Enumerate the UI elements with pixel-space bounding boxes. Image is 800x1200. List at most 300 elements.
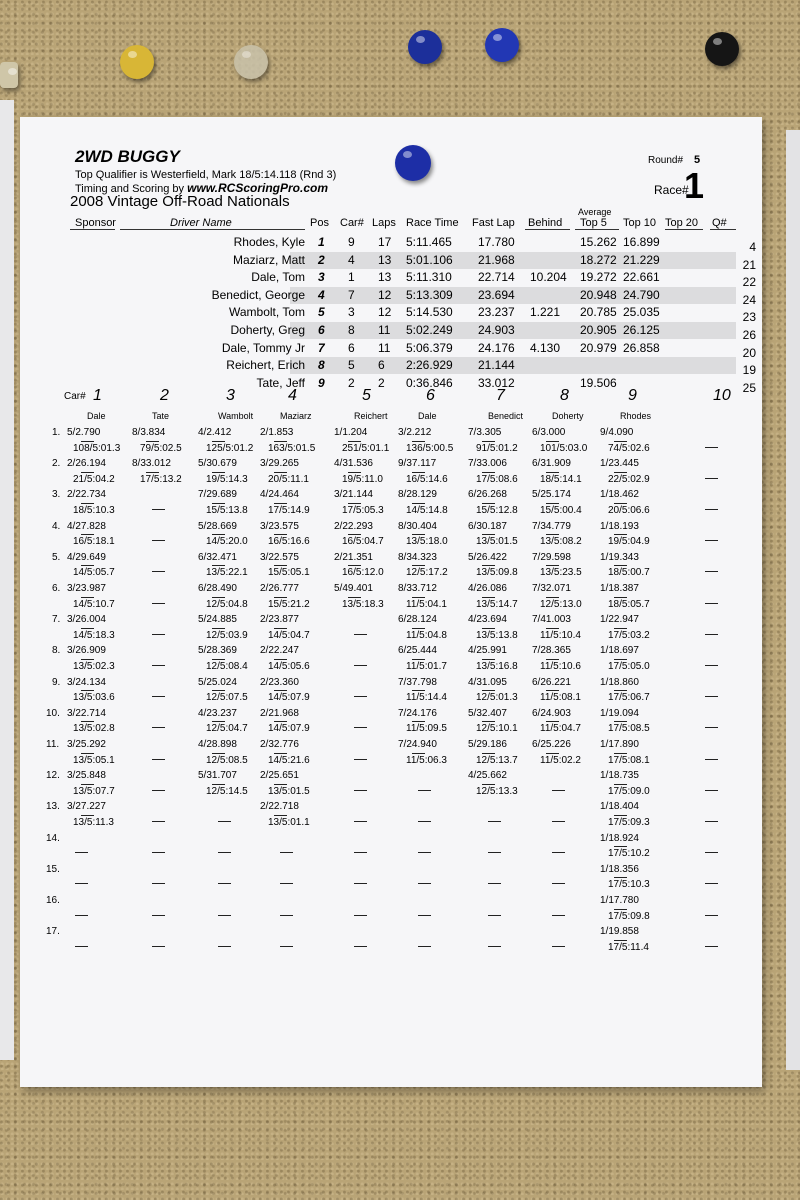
lap-underline: [482, 441, 495, 442]
lap-entry: 11/5:04.8: [406, 629, 447, 641]
lap-entry: 16/5:04.7: [342, 536, 384, 548]
lap-entry: 6/3.000: [532, 427, 566, 438]
lap-underline: [274, 784, 287, 785]
car-cell: 8: [348, 323, 355, 337]
lap-underline: [546, 659, 559, 660]
lap-underline: [412, 534, 425, 535]
lap-empty-dash: [418, 883, 431, 884]
race-time-cell: 0:36.846: [406, 375, 453, 390]
lap-empty-dash: [705, 727, 718, 728]
lap-entry: 18/5:14.1: [540, 473, 582, 485]
lap-entry: 4/29.649: [67, 551, 106, 563]
top10-cell: 24.790: [623, 287, 660, 302]
race-time-cell: 2:26.929: [406, 358, 453, 373]
header-rule: [70, 229, 115, 230]
q-cell: 22: [742, 275, 756, 290]
lap-number: 10.: [46, 707, 60, 719]
lap-entry: 16/5:18.1: [73, 536, 115, 548]
lap-chart-driver: Benedict: [488, 411, 524, 421]
lap-entry: 15/5:00.4: [540, 505, 582, 516]
lap-entry: 19/5:11.0: [342, 473, 383, 485]
lap-underline: [274, 690, 287, 691]
lap-empty-dash: [354, 696, 367, 697]
lap-entry: 20/5:06.6: [608, 505, 650, 516]
laps-cell: 11: [378, 323, 391, 337]
lap-empty-dash: [152, 571, 165, 572]
lap-entry: 13/5:14.7: [476, 598, 518, 610]
black-pushpin-icon: [705, 32, 739, 66]
lap-entry: 13/5:18.3: [342, 598, 384, 610]
lap-underline: [614, 472, 627, 473]
lap-number: 17.: [46, 926, 60, 938]
lap-entry: 12/5:13.3: [476, 785, 518, 797]
lap-underline: [482, 753, 495, 754]
lap-number: 6.: [52, 583, 61, 594]
lap-entry: 1/18.404: [600, 801, 639, 813]
lap-entry: 12/5:10.1: [476, 723, 518, 735]
race-time-header: Race Time: [406, 217, 459, 229]
pos-cell: 6: [318, 323, 325, 337]
lap-underline: [546, 597, 559, 598]
lap-entry: 11/5:06.3: [406, 754, 447, 766]
lap-empty-dash: [705, 852, 718, 853]
top5-cell: 20.905: [580, 323, 617, 337]
pos-cell: 2: [318, 252, 325, 267]
lap-entry: 91/5:01.2: [476, 442, 518, 454]
lap-entry: 7/41.003: [532, 614, 571, 626]
lap-entry: 5/25.024: [198, 676, 237, 688]
lap-entry: 7/34.779: [532, 520, 571, 532]
lap-entry: 14/5:04.7: [268, 629, 310, 641]
lap-entry: 2/23.360: [260, 676, 299, 688]
lap-underline: [546, 753, 559, 754]
class-title: 2WD BUGGY: [75, 147, 180, 166]
lap-entry: 5/49.401: [334, 583, 373, 594]
lap-empty-dash: [354, 790, 367, 791]
top10-cell: 26.125: [623, 323, 660, 337]
lap-entry: 16/5:14.6: [406, 473, 448, 485]
lap-entry: 5/28.369: [198, 645, 237, 657]
lap-entry: 6/26.268: [468, 489, 507, 501]
lap-entry: 16/5:16.6: [268, 536, 310, 548]
race-time-cell: 5:06.379: [406, 340, 453, 355]
lap-empty-dash: [152, 509, 165, 510]
lap-entry: 20/5:11.1: [268, 473, 309, 485]
fast-lap-cell: 24.176: [478, 340, 515, 355]
behind-header: Behind: [528, 217, 563, 229]
lap-chart-driver: Maziarz: [280, 411, 312, 421]
lap-entry: 11/5:10.4: [540, 629, 581, 641]
sponsor-header: Sponsor: [75, 217, 116, 229]
lap-underline: [614, 721, 627, 722]
lap-underline: [348, 565, 361, 566]
lap-empty-dash: [152, 759, 165, 760]
lap-underline: [81, 690, 94, 691]
race-time-cell: 5:14.530: [406, 305, 453, 320]
lap-entry: 1/18.860: [600, 676, 639, 688]
lap-entry: 7/37.798: [398, 676, 437, 688]
lap-entry: 7/24.176: [398, 707, 437, 719]
lap-empty-dash: [280, 946, 293, 947]
lap-underline: [546, 690, 559, 691]
lap-empty-dash: [75, 946, 88, 947]
lap-entry: 2/26.194: [67, 458, 106, 470]
lap-entry: 4/2.412: [198, 427, 232, 438]
lap-entry: 11/5:04.7: [540, 723, 581, 735]
top10-cell: 21.229: [623, 252, 660, 267]
lap-entry: 13/5:01.5: [476, 536, 518, 548]
car-cell: 4: [348, 252, 355, 267]
lap-entry: 12/5:13.0: [540, 598, 582, 610]
lap-entry: 16/5:12.0: [342, 567, 384, 579]
lap-empty-dash: [354, 852, 367, 853]
race-time-cell: 5:02.249: [406, 323, 453, 337]
lap-empty-dash: [552, 790, 565, 791]
lap-entry: 17/5:06.7: [608, 692, 650, 704]
lap-underline: [546, 503, 559, 504]
top5-cell: 18.272: [580, 252, 617, 267]
lap-underline: [614, 940, 627, 941]
lap-entry: 3/23.987: [67, 583, 106, 594]
lap-underline: [81, 441, 94, 442]
lap-entry: 4/27.828: [67, 520, 106, 532]
lap-entry: 7/3.305: [468, 427, 502, 438]
driver-name-cell: Tate, Jeff: [256, 375, 305, 390]
lap-empty-dash: [354, 727, 367, 728]
header-rule: [665, 229, 703, 230]
lap-entry: 11/5:04.1: [406, 598, 447, 610]
lap-entry: 13/5:01.5: [268, 785, 310, 797]
lap-entry: 17/5:09.8: [608, 910, 650, 922]
lap-entry: 13/5:03.6: [73, 692, 115, 704]
lap-underline: [412, 628, 425, 629]
lap-entry: 3/21.144: [334, 489, 373, 501]
lap-entry: 14/5:07.9: [268, 723, 310, 735]
lap-entry: 17/5:10.2: [608, 848, 650, 860]
driver-name-cell: Doherty, Greg: [230, 323, 305, 337]
lap-entry: 6/25.444: [398, 645, 437, 657]
lap-chart-driver: Rhodes: [620, 411, 652, 421]
lap-entry: 7/28.365: [532, 645, 571, 657]
adjacent-paper-right: [786, 130, 800, 1070]
lap-entry: 1/18.356: [600, 863, 639, 875]
top10-cell: 16.899: [623, 235, 660, 249]
q-header: Q#: [712, 217, 727, 229]
lap-entry: 17/5:11.4: [608, 941, 649, 953]
lap-entry: 8/34.323: [398, 551, 437, 563]
lap-entry: 5/31.707: [198, 770, 237, 782]
lap-entry: 13/5:05.1: [73, 754, 115, 766]
lap-entry: 74/5:02.6: [608, 442, 650, 454]
lap-entry: 12/5:13.7: [476, 754, 518, 766]
lap-entry: 8/28.129: [398, 489, 437, 501]
lap-empty-dash: [280, 852, 293, 853]
lap-entry: 17/5:09.3: [608, 817, 650, 828]
fast-lap-cell: 17.780: [478, 235, 515, 249]
lap-number: 7.: [52, 614, 61, 626]
lap-empty-dash: [152, 915, 165, 916]
lap-entry: 1/18.924: [600, 832, 639, 844]
lap-entry: 1/23.445: [600, 458, 639, 470]
lap-chart-driver: Wambolt: [218, 411, 254, 421]
lap-entry: 17/5:08.1: [608, 754, 650, 766]
laps-cell: 12: [378, 287, 392, 302]
lap-empty-dash: [705, 665, 718, 666]
lap-entry: 3/22.714: [67, 707, 106, 719]
car-cell: 1: [348, 270, 355, 285]
lap-entry: 4/26.086: [468, 583, 507, 594]
lap-empty-dash: [705, 540, 718, 541]
lap-underline: [81, 659, 94, 660]
lap-underline: [274, 628, 287, 629]
lap-chart-driver: Dale: [87, 411, 106, 421]
lap-empty-dash: [152, 603, 165, 604]
lap-entry: 3/2.212: [398, 427, 432, 438]
lap-empty-dash: [218, 883, 231, 884]
lap-entry: 13/5:07.7: [73, 785, 115, 797]
lap-underline: [412, 753, 425, 754]
lap-empty-dash: [354, 759, 367, 760]
lap-entry: 17/5:13.2: [140, 473, 182, 485]
lap-empty-dash: [152, 540, 165, 541]
laps-header: Laps: [372, 217, 396, 229]
lap-entry: 2/23.877: [260, 614, 299, 626]
fast-lap-cell: 23.237: [478, 305, 515, 320]
car-cell: 9: [348, 235, 355, 249]
lap-underline: [348, 597, 361, 598]
lap-underline: [412, 721, 425, 722]
lap-entry: 17/5:05.3: [342, 505, 384, 516]
lap-empty-dash: [354, 665, 367, 666]
driver-name-cell: Rhodes, Kyle: [233, 235, 305, 249]
lap-entry: 1/19.094: [600, 707, 639, 719]
fast-lap-cell: 22.714: [478, 270, 515, 285]
top5-cell: 19.506: [580, 375, 617, 390]
lap-empty-dash: [280, 915, 293, 916]
lap-entry: 108/5:01.3: [73, 442, 121, 454]
lap-underline: [482, 784, 495, 785]
lap-empty-dash: [418, 946, 431, 947]
lap-entry: 2/22.247: [260, 645, 299, 657]
lap-empty-dash: [705, 946, 718, 947]
lap-empty-dash: [705, 603, 718, 604]
lap-entry: 11/5:01.7: [406, 661, 447, 672]
lap-entry: 14/5:10.7: [73, 598, 115, 610]
lap-underline: [212, 628, 225, 629]
lap-entry: 2/1.853: [260, 427, 294, 438]
lap-entry: 4/25.662: [468, 770, 507, 782]
lap-underline: [212, 565, 225, 566]
lap-entry: 11/5:09.5: [406, 723, 447, 735]
yellow-pushpin-icon: [120, 45, 154, 79]
lap-underline: [412, 659, 425, 660]
lap-number: 14.: [46, 832, 60, 844]
lap-underline: [81, 534, 94, 535]
lap-underline: [614, 565, 627, 566]
lap-underline: [212, 472, 225, 473]
lap-chart-car-number: 4: [288, 387, 297, 404]
lap-entry: 6/28.490: [198, 583, 237, 594]
lap-empty-dash: [75, 883, 88, 884]
lap-empty-dash: [152, 727, 165, 728]
lap-underline: [614, 597, 627, 598]
lap-entry: 13/5:02.8: [73, 723, 115, 735]
lap-underline: [614, 846, 627, 847]
lap-entry: 79/5:02.5: [140, 442, 182, 454]
lap-empty-dash: [552, 946, 565, 947]
top10-cell: 22.661: [623, 270, 660, 285]
lap-entry: 1/18.735: [600, 770, 639, 782]
lap-empty-dash: [218, 852, 231, 853]
lap-chart-car-label: Car#: [64, 391, 86, 402]
lap-chart-driver: Tate: [152, 411, 170, 421]
lap-entry: 4/23.694: [468, 614, 507, 626]
lap-chart-car-number: 1: [93, 387, 102, 404]
lap-entry: 15/5:12.8: [476, 505, 518, 516]
lap-entry: 101/5:03.0: [540, 442, 588, 454]
lap-entry: 8/33.712: [398, 583, 437, 594]
lap-underline: [212, 534, 225, 535]
lap-underline: [614, 815, 627, 816]
lap-entry: 2/21.968: [260, 707, 299, 719]
lap-entry: 3/26.004: [67, 614, 106, 626]
lap-entry: 1/17.890: [600, 739, 639, 750]
lap-empty-dash: [705, 509, 718, 510]
top5-cell: 15.262: [580, 235, 617, 249]
laps-cell: 2: [378, 375, 385, 390]
top5-cell: 19.272: [580, 270, 617, 285]
lap-chart-car-number: 8: [560, 387, 569, 404]
lap-entry: 6/25.226: [532, 739, 571, 750]
lap-number: 11.: [46, 739, 60, 750]
lap-entry: 1/18.697: [600, 645, 639, 657]
lap-underline: [81, 472, 94, 473]
lap-empty-dash: [152, 634, 165, 635]
fast-lap-cell: 23.694: [478, 287, 515, 302]
lap-empty-dash: [705, 915, 718, 916]
race-time-cell: 5:01.106: [406, 252, 453, 267]
lap-empty-dash: [152, 790, 165, 791]
lap-empty-dash: [418, 821, 431, 822]
lap-underline: [212, 753, 225, 754]
lap-entry: 1/18.193: [600, 520, 639, 532]
adjacent-paper-left: [0, 100, 14, 1060]
lap-underline: [614, 784, 627, 785]
lap-empty-dash: [552, 852, 565, 853]
lap-empty-dash: [488, 821, 501, 822]
lap-underline: [81, 503, 94, 504]
lap-underline: [482, 659, 495, 660]
lap-entry: 13/5:23.5: [540, 567, 582, 579]
lap-entry: 4/25.991: [468, 645, 507, 657]
blue-pushpin-icon: [408, 30, 442, 64]
lap-empty-dash: [705, 571, 718, 572]
driver-header: Driver Name: [170, 217, 232, 229]
lap-entry: 17/5:10.3: [608, 879, 650, 891]
lap-entry: 8/33.012: [132, 458, 171, 470]
q-cell: 24: [742, 292, 756, 307]
car-cell: 2: [348, 375, 355, 390]
lap-number: 9.: [52, 676, 61, 688]
lap-entry: 5/25.174: [532, 489, 571, 501]
lap-empty-dash: [152, 946, 165, 947]
lap-empty-dash: [354, 915, 367, 916]
q-cell: 19: [742, 363, 756, 378]
lap-underline: [212, 441, 225, 442]
top5-header: Top 5: [580, 217, 607, 229]
lap-entry: 13/5:16.8: [476, 661, 518, 672]
lap-number: 15.: [46, 863, 60, 875]
lap-entry: 1/18.462: [600, 489, 639, 501]
q-cell: 4: [749, 240, 756, 254]
lap-empty-dash: [152, 696, 165, 697]
event-name: 2008 Vintage Off-Road Nationals: [70, 193, 290, 210]
driver-name-cell: Dale, Tommy Jr: [221, 340, 305, 355]
lap-entry: 1/19.858: [600, 926, 639, 938]
race-time-cell: 5:11.465: [406, 235, 452, 249]
lap-empty-dash: [354, 634, 367, 635]
car-cell: 6: [348, 340, 355, 355]
lap-entry: 19/5:04.9: [608, 536, 650, 548]
lap-underline: [81, 628, 94, 629]
laps-cell: 13: [378, 270, 392, 285]
lap-entry: 9/37.117: [398, 458, 437, 470]
lap-underline: [546, 534, 559, 535]
lap-empty-dash: [418, 852, 431, 853]
lap-chart-car-number: 7: [496, 387, 505, 404]
lap-entry: 17/5:14.9: [268, 505, 310, 516]
lap-empty-dash: [218, 946, 231, 947]
lap-underline: [81, 753, 94, 754]
lap-number: 4.: [52, 520, 61, 532]
lap-underline: [212, 503, 225, 504]
lap-empty-dash: [488, 946, 501, 947]
lap-underline: [412, 597, 425, 598]
lap-entry: 13/5:22.1: [206, 567, 248, 579]
lap-empty-dash: [152, 852, 165, 853]
lap-empty-dash: [152, 821, 165, 822]
lap-underline: [274, 441, 287, 442]
lap-entry: 12/5:08.5: [206, 754, 248, 766]
lap-number: 16.: [46, 895, 60, 906]
q-cell: 21: [742, 257, 756, 272]
lap-underline: [274, 565, 287, 566]
lap-underline: [81, 721, 94, 722]
lap-underline: [274, 753, 287, 754]
lap-number: 2.: [52, 458, 61, 470]
lap-underline: [81, 784, 94, 785]
lap-underline: [212, 690, 225, 691]
lap-underline: [348, 472, 361, 473]
lap-underline: [146, 441, 159, 442]
pos-header: Pos: [310, 217, 329, 229]
lap-underline: [546, 721, 559, 722]
lap-entry: 5/26.422: [468, 551, 507, 563]
lap-underline: [412, 565, 425, 566]
laps-cell: 6: [378, 358, 385, 373]
lap-number: 12.: [46, 770, 60, 782]
lap-entry: 13/5:18.0: [406, 536, 448, 548]
lap-empty-dash: [152, 883, 165, 884]
lap-underline: [614, 628, 627, 629]
lap-entry: 6/31.909: [532, 458, 571, 470]
race-label: Race#: [654, 183, 689, 197]
lap-empty-dash: [488, 883, 501, 884]
lap-entry: 12/5:04.7: [206, 723, 248, 735]
lap-entry: 3/22.575: [260, 551, 299, 563]
lap-entry: 17/5:03.2: [608, 629, 650, 641]
pos-cell: 3: [318, 270, 325, 285]
